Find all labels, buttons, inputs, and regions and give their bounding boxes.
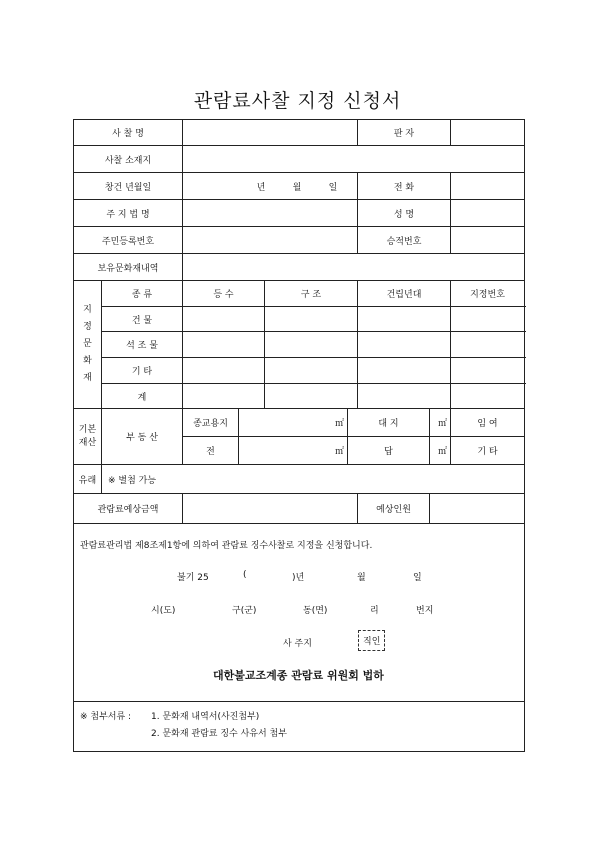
land-type-label: 기 타	[451, 437, 525, 465]
origin-label: 유래	[74, 465, 102, 494]
designated-side-label: 지 정 문 화 재	[74, 281, 102, 409]
address-dong: 동(면)	[303, 606, 328, 616]
resident-no-label: 주민등록번호	[74, 227, 183, 254]
attachment-item: 1. 문화재 내역서(사진첨부)	[151, 712, 260, 722]
row-total-label: 계	[102, 384, 183, 409]
fee-amount-field[interactable]	[183, 494, 358, 524]
origin-field[interactable]: ※ 별첨 가능	[102, 465, 525, 494]
table-cell[interactable]	[358, 332, 451, 358]
attachments-block	[74, 702, 525, 752]
signer-label: 사 주지	[283, 639, 312, 649]
name-label: 성 명	[358, 200, 451, 227]
address-si: 시(도)	[151, 606, 176, 616]
heritage-list-field[interactable]	[183, 254, 525, 281]
address-ri: 리	[370, 606, 379, 616]
row-stonework-label: 석 조 물	[102, 332, 183, 358]
page-title: 관람료사찰 지정 신청서	[193, 90, 402, 112]
area-field[interactable]: ㎡	[239, 437, 348, 465]
declaration-block	[74, 524, 525, 702]
table-cell[interactable]	[358, 358, 451, 384]
table-cell[interactable]	[265, 307, 358, 332]
land-type-label: 임 여	[451, 409, 525, 437]
table-cell[interactable]	[358, 307, 451, 332]
day-text: 일	[328, 182, 338, 193]
phone-field[interactable]	[451, 173, 525, 200]
table-cell[interactable]	[265, 358, 358, 384]
row-building-label: 건 물	[102, 307, 183, 332]
heritage-list-label: 보유문화재내역	[74, 254, 183, 281]
land-type-label: 답	[348, 437, 430, 465]
date-year: )년	[292, 573, 305, 583]
table-cell[interactable]	[265, 332, 358, 358]
attachments-prefix: ※ 첨부서류 :	[80, 712, 132, 722]
land-type-label: 전	[183, 437, 239, 465]
clergy-no-label: 승적번호	[358, 227, 451, 254]
row-other-label: 기 타	[102, 358, 183, 384]
table-cell[interactable]	[451, 307, 525, 332]
founded-date-field[interactable]	[183, 173, 358, 200]
date-month: 월	[357, 573, 366, 583]
abbot-label: 판 자	[358, 120, 451, 146]
table-cell[interactable]	[265, 384, 358, 409]
temple-name-label: 사 찰 명	[74, 120, 183, 146]
property-side-label: 기본 재산	[74, 409, 102, 465]
table-cell[interactable]	[451, 384, 525, 409]
area-field[interactable]: ㎡	[239, 409, 348, 437]
area-field[interactable]: ㎡	[430, 409, 451, 437]
table-cell[interactable]	[451, 358, 525, 384]
phone-label: 전 화	[358, 173, 451, 200]
location-field[interactable]	[183, 146, 525, 173]
clergy-no-field[interactable]	[451, 227, 525, 254]
land-type-label: 대 지	[348, 409, 430, 437]
visitors-field[interactable]	[430, 494, 525, 524]
header-type: 종 류	[102, 281, 183, 307]
date-day: 일	[413, 573, 422, 583]
temple-name-field[interactable]	[183, 120, 358, 146]
visitors-label: 예상인원	[358, 494, 430, 524]
owner-field[interactable]	[183, 200, 358, 227]
table-cell[interactable]	[183, 332, 265, 358]
real-estate-label: 부 동 산	[102, 409, 183, 465]
founded-label: 창건 년월일	[74, 173, 183, 200]
abbot-field[interactable]	[451, 120, 525, 146]
address-gu: 구(군)	[232, 606, 257, 616]
header-grade: 등 수	[183, 281, 265, 307]
name-field[interactable]	[451, 200, 525, 227]
table-cell[interactable]	[358, 384, 451, 409]
land-type-label: 종교용지	[183, 409, 239, 437]
header-built-era: 건립년대	[358, 281, 451, 307]
location-label: 사찰 소재지	[74, 146, 183, 173]
table-cell[interactable]	[451, 332, 525, 358]
header-structure: 구 조	[265, 281, 358, 307]
area-field[interactable]: ㎡	[430, 437, 451, 465]
resident-no-field[interactable]	[183, 227, 358, 254]
date-prefix: 불기 25	[177, 573, 209, 583]
table-cell[interactable]	[183, 384, 265, 409]
owner-label: 주 지 법 명	[74, 200, 183, 227]
seal-stamp[interactable]: 직인	[358, 630, 385, 651]
month-text: 월	[292, 182, 302, 193]
addressee: 대한불교조계종 관람료 위원회 법하	[213, 669, 384, 682]
address-bunji: 번지	[416, 606, 434, 616]
table-cell[interactable]	[183, 307, 265, 332]
application-form	[73, 119, 525, 752]
fee-amount-label: 관람료예상금액	[74, 494, 183, 524]
date-paren-open: (	[243, 570, 247, 580]
attachment-item: 2. 문화재 관람료 징수 사유서 첨부	[151, 729, 287, 739]
declaration-text: 관람료관리법 제8조제1항에 의하여 관람료 징수사찰로 지정을 신청합니다.	[80, 541, 373, 551]
year-text: 년	[256, 182, 266, 193]
header-designation-no: 지정번호	[451, 281, 525, 307]
table-cell[interactable]	[183, 358, 265, 384]
